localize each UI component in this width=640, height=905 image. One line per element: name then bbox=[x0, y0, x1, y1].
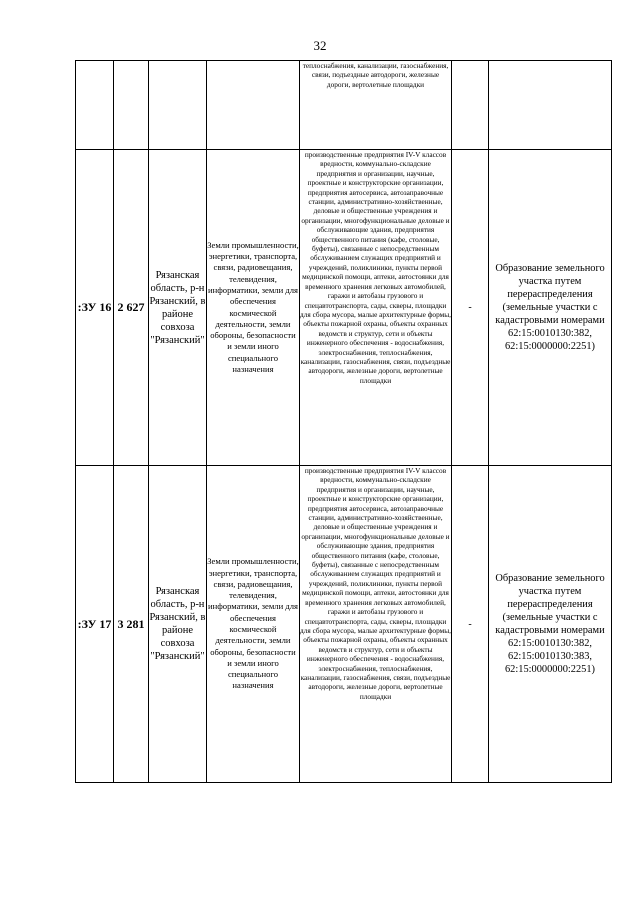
cell-dash: - bbox=[452, 150, 489, 466]
note-line: участка путем bbox=[518, 276, 582, 287]
cell-note bbox=[489, 466, 612, 783]
note-line: 62:15:0000000:2251) bbox=[504, 664, 596, 675]
table-row-continuation bbox=[76, 61, 612, 150]
cell-permitted-use: теплоснабжения, канализации, газоснабжения, связи, подъездные автодороги, железные дороги, вертолетные площадки bbox=[300, 61, 452, 150]
cell-id: :ЗУ 16 bbox=[76, 150, 114, 466]
cell-permitted-use: производственные предприятия IV-V классов вредности, коммунально-складские предприятия и организации, научные, проектные и конструкторские организации, предприятия автосервиса, автозаправочные станции, административно-хозяйственные, деловые и общественные учреждения и организации, многофункциональные деловые и обслуживающие здания, предприятия общественного питания (кафе, столовые, буфеты), связанные с непосредственным обслуживанием служащих предприятий и учреждений, поликлиники, пункты первой медицинской помощи, аптеки, автостоянки для временного хранения легковых автомобилей, гаражи и автобазы грузового и спецавтотранспорта, сады, скверы, площадки для сбора мусора, малые архитектурные формы, объекты пожарной охраны, объекты охранных ведомств и структур, сети и объекты инженерного обеспечения - водоснабжения, электроснабжения, теплоснабжения, канализации, газоснабжения, связи, подъездные автодороги, железные дороги, вертолетные площадки bbox=[300, 150, 452, 466]
note-line: кадастровыми номерами bbox=[495, 315, 605, 326]
note-line: (земельные участки с bbox=[502, 612, 598, 623]
cell-id: :ЗУ 17 bbox=[76, 466, 114, 783]
note-line: 62:15:0010130:382, bbox=[508, 638, 592, 649]
cell-category bbox=[207, 61, 300, 150]
cell-dash bbox=[452, 61, 489, 150]
note-line: перераспределения bbox=[507, 289, 593, 300]
cell-location bbox=[149, 61, 207, 150]
table-row bbox=[76, 466, 612, 783]
note-line: Образование земельного bbox=[495, 573, 605, 584]
cell-area: 2 627 bbox=[114, 150, 149, 466]
cell-category: Земли промышленности, энергетики, транспорта, связи, радиовещания, телевидения, информатики, земли для обеспечения космической деятельности, земли обороны, безопасности и земли иного специального назначения bbox=[207, 150, 300, 466]
cell-id bbox=[76, 61, 114, 150]
page-number: 32 bbox=[313, 38, 327, 53]
note-line: 62:15:0000000:2251) bbox=[504, 341, 596, 352]
cell-area bbox=[114, 61, 149, 150]
note-line: перераспределения bbox=[507, 599, 593, 610]
cell-note bbox=[489, 61, 612, 150]
cell-dash: - bbox=[452, 466, 489, 783]
cell-area: 3 281 bbox=[114, 466, 149, 783]
cell-permitted-use: производственные предприятия IV-V классов вредности, коммунально-складские предприятия и организации, научные, проектные и конструкторские организации, предприятия автосервиса, автозаправочные станции, административно-хозяйственные, деловые и общественные учреждения и организации, многофункциональные деловые и обслуживающие здания, предприятия общественного питания (кафе, столовые, буфеты), связанные с непосредственным обслуживанием служащих предприятий и учреждений, поликлиники, пункты первой медицинской помощи, аптеки, автостоянки для временного хранения легковых автомобилей, гаражи и автобазы грузового и спецавтотранспорта, сады, скверы, площадки для сбора мусора, малые архитектурные формы, объекты пожарной охраны, объекты охранных ведомств и структур, сети и объекты инженерного обеспечения - водоснабжения, электроснабжения, теплоснабжения, канализации, газоснабжения, связи, подъездные автодороги, железные дороги, вертолетные площадки bbox=[300, 466, 452, 783]
note-line: (земельные участки с bbox=[502, 302, 598, 313]
land-plots-table bbox=[75, 60, 612, 783]
note-line: 62:15:0010130:383, bbox=[508, 651, 592, 662]
cell-category: Земли промышленности, энергетики, транспорта, связи, радиовещания, телевидения, информатики, земли для обеспечения космической деятельности, земли обороны, безопасности и земли иного специального назначения bbox=[207, 466, 300, 783]
cell-location: Рязанская область, р-н Рязанский, в районе совхоза "Рязанский" bbox=[149, 466, 207, 783]
cell-location: Рязанская область, р-н Рязанский, в районе совхоза "Рязанский" bbox=[149, 150, 207, 466]
note-line: 62:15:0010130:382, bbox=[508, 328, 592, 339]
table-row bbox=[76, 150, 612, 466]
note-line: участка путем bbox=[518, 586, 582, 597]
note-line: Образование земельного bbox=[495, 263, 605, 274]
cell-note bbox=[489, 150, 612, 466]
note-line: кадастровыми номерами bbox=[495, 625, 605, 636]
